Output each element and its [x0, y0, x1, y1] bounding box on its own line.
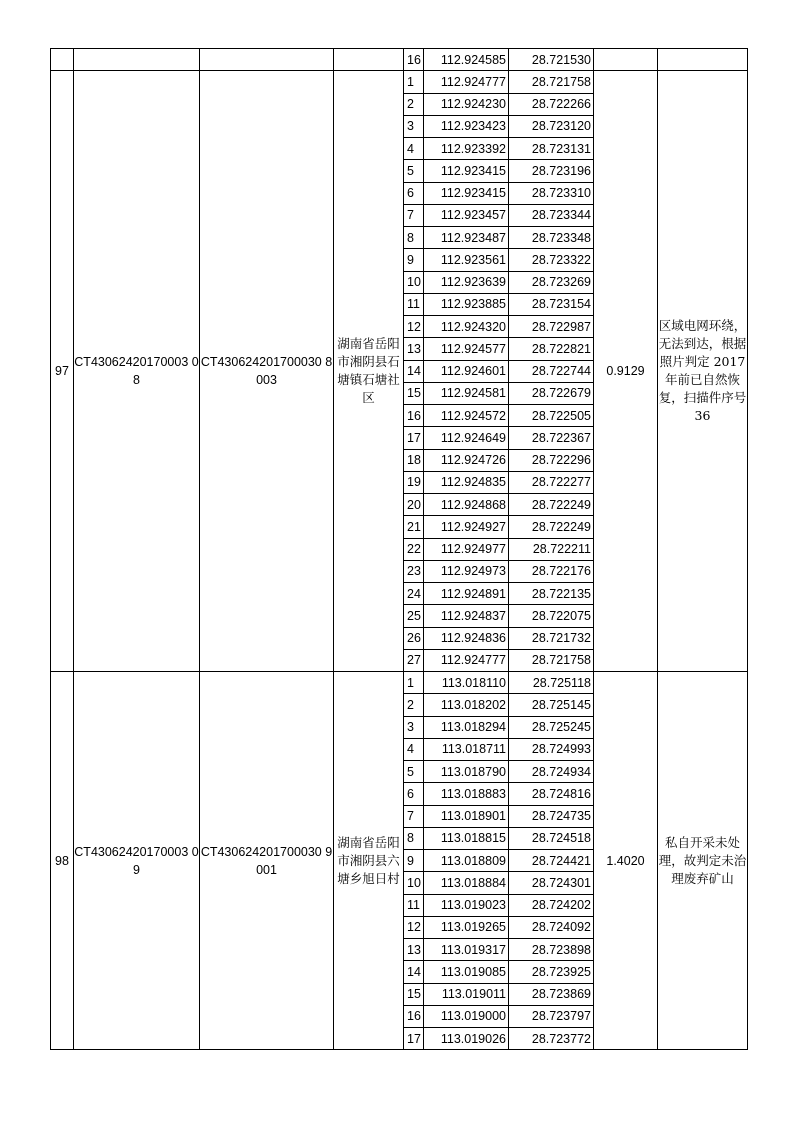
point-longitude: 112.923487: [424, 227, 509, 249]
point-seq: 14: [404, 360, 424, 382]
point-latitude: 28.722505: [509, 405, 594, 427]
record-remark: 区域电网环绕，无法到达，根据照片判定 2017 年前已自然恢复，扫描件序号 36: [658, 71, 748, 672]
point-seq: 2: [404, 93, 424, 115]
point-seq: 4: [404, 738, 424, 760]
record-number: 98: [51, 672, 74, 1050]
point-latitude: 28.724092: [509, 916, 594, 938]
point-longitude: 112.923392: [424, 138, 509, 160]
point-latitude: 28.724934: [509, 761, 594, 783]
point-longitude: 112.924836: [424, 627, 509, 649]
point-longitude: 112.924973: [424, 560, 509, 582]
point-latitude: 28.722211: [509, 538, 594, 560]
point-latitude: 28.724518: [509, 827, 594, 849]
point-longitude: 113.019085: [424, 961, 509, 983]
point-seq: 16: [404, 405, 424, 427]
mine-coordinate-table: [50, 48, 748, 1050]
point-seq: 12: [404, 916, 424, 938]
point-seq: 18: [404, 449, 424, 471]
point-seq: 3: [404, 115, 424, 137]
point-seq: 9: [404, 249, 424, 271]
point-seq: 17: [404, 1028, 424, 1050]
empty-cell: [51, 49, 74, 71]
point-latitude: 28.723154: [509, 293, 594, 315]
point-longitude: 112.923415: [424, 160, 509, 182]
point-longitude: 112.924837: [424, 605, 509, 627]
point-seq: 25: [404, 605, 424, 627]
record-code-1: CT43062420170003 09: [74, 672, 200, 1050]
point-longitude: 112.923639: [424, 271, 509, 293]
point-seq: 26: [404, 627, 424, 649]
record-remark: 私自开采未处理，故判定未治理废弃矿山: [658, 672, 748, 1050]
point-longitude: 113.019317: [424, 939, 509, 961]
empty-cell: [200, 49, 334, 71]
point-longitude: 113.018294: [424, 716, 509, 738]
point-seq: 27: [404, 649, 424, 671]
point-longitude: 112.924977: [424, 538, 509, 560]
point-seq: 14: [404, 961, 424, 983]
point-longitude: 112.924601: [424, 360, 509, 382]
point-seq: 4: [404, 138, 424, 160]
point-latitude: 28.722679: [509, 382, 594, 404]
point-seq: 19: [404, 471, 424, 493]
point-latitude: 28.721758: [509, 71, 594, 93]
point-latitude: 28.723131: [509, 138, 594, 160]
point-latitude: 28.721758: [509, 649, 594, 671]
point-longitude: 112.924868: [424, 494, 509, 516]
point-latitude: 28.722249: [509, 494, 594, 516]
point-seq: 11: [404, 293, 424, 315]
point-longitude: 112.924585: [424, 49, 509, 71]
point-longitude: 113.018901: [424, 805, 509, 827]
point-seq: 15: [404, 983, 424, 1005]
record-number: 97: [51, 71, 74, 672]
table-row: [51, 672, 748, 694]
point-latitude: 28.722277: [509, 471, 594, 493]
point-seq: 8: [404, 827, 424, 849]
point-seq: 16: [404, 49, 424, 71]
point-latitude: 28.722176: [509, 560, 594, 582]
point-seq: 5: [404, 761, 424, 783]
point-seq: 24: [404, 583, 424, 605]
point-longitude: 112.923457: [424, 204, 509, 226]
point-longitude: 112.924572: [424, 405, 509, 427]
point-latitude: 28.722987: [509, 316, 594, 338]
point-latitude: 28.723310: [509, 182, 594, 204]
point-latitude: 28.725145: [509, 694, 594, 716]
record-area: 0.9129: [594, 71, 658, 672]
empty-cell: [594, 49, 658, 71]
point-latitude: 28.723344: [509, 204, 594, 226]
point-latitude: 28.722367: [509, 427, 594, 449]
point-longitude: 112.924777: [424, 649, 509, 671]
point-longitude: 112.923561: [424, 249, 509, 271]
point-seq: 6: [404, 182, 424, 204]
point-latitude: 28.723898: [509, 939, 594, 961]
point-longitude: 113.018815: [424, 827, 509, 849]
record-code-2: CT430624201700030 9001: [200, 672, 334, 1050]
point-seq: 5: [404, 160, 424, 182]
point-longitude: 112.924230: [424, 93, 509, 115]
point-latitude: 28.722296: [509, 449, 594, 471]
point-longitude: 113.018809: [424, 850, 509, 872]
point-longitude: 112.924577: [424, 338, 509, 360]
point-latitude: 28.723269: [509, 271, 594, 293]
point-latitude: 28.724816: [509, 783, 594, 805]
table-row: [51, 71, 748, 93]
point-seq: 8: [404, 227, 424, 249]
point-latitude: 28.723322: [509, 249, 594, 271]
empty-cell: [334, 49, 404, 71]
point-longitude: 112.924320: [424, 316, 509, 338]
point-latitude: 28.723772: [509, 1028, 594, 1050]
record-code-1: CT43062420170003 08: [74, 71, 200, 672]
point-latitude: 28.724202: [509, 894, 594, 916]
point-seq: 1: [404, 71, 424, 93]
point-latitude: 28.723869: [509, 983, 594, 1005]
point-seq: 1: [404, 672, 424, 694]
point-longitude: 112.924581: [424, 382, 509, 404]
point-seq: 13: [404, 939, 424, 961]
point-longitude: 112.923415: [424, 182, 509, 204]
point-longitude: 113.018790: [424, 761, 509, 783]
point-seq: 16: [404, 1005, 424, 1027]
point-latitude: 28.721530: [509, 49, 594, 71]
point-latitude: 28.723348: [509, 227, 594, 249]
point-latitude: 28.723120: [509, 115, 594, 137]
point-longitude: 112.924927: [424, 516, 509, 538]
point-latitude: 28.725245: [509, 716, 594, 738]
point-longitude: 113.018711: [424, 738, 509, 760]
point-longitude: 113.019265: [424, 916, 509, 938]
point-latitude: 28.722249: [509, 516, 594, 538]
point-latitude: 28.724735: [509, 805, 594, 827]
point-seq: 6: [404, 783, 424, 805]
point-seq: 21: [404, 516, 424, 538]
point-seq: 9: [404, 850, 424, 872]
point-seq: 2: [404, 694, 424, 716]
point-latitude: 28.723797: [509, 1005, 594, 1027]
record-code-2: CT430624201700030 8003: [200, 71, 334, 672]
point-longitude: 112.923423: [424, 115, 509, 137]
point-longitude: 112.924726: [424, 449, 509, 471]
point-latitude: 28.725118: [509, 672, 594, 694]
empty-cell: [658, 49, 748, 71]
point-longitude: 113.018884: [424, 872, 509, 894]
point-seq: 7: [404, 805, 424, 827]
point-longitude: 112.924835: [424, 471, 509, 493]
empty-cell: [74, 49, 200, 71]
point-seq: 3: [404, 716, 424, 738]
point-latitude: 28.722135: [509, 583, 594, 605]
record-location: 湖南省岳阳市湘阴县六塘乡旭日村: [334, 672, 404, 1050]
point-seq: 12: [404, 316, 424, 338]
point-latitude: 28.722075: [509, 605, 594, 627]
table-row: [51, 49, 748, 71]
point-latitude: 28.724301: [509, 872, 594, 894]
point-seq: 11: [404, 894, 424, 916]
record-area: 1.4020: [594, 672, 658, 1050]
point-longitude: 112.924649: [424, 427, 509, 449]
point-latitude: 28.721732: [509, 627, 594, 649]
point-seq: 23: [404, 560, 424, 582]
point-longitude: 112.924777: [424, 71, 509, 93]
point-longitude: 113.019023: [424, 894, 509, 916]
point-longitude: 113.018110: [424, 672, 509, 694]
point-longitude: 113.018202: [424, 694, 509, 716]
point-seq: 15: [404, 382, 424, 404]
point-seq: 10: [404, 271, 424, 293]
point-seq: 22: [404, 538, 424, 560]
point-longitude: 113.018883: [424, 783, 509, 805]
point-latitude: 28.724993: [509, 738, 594, 760]
point-latitude: 28.722744: [509, 360, 594, 382]
point-longitude: 112.924891: [424, 583, 509, 605]
point-seq: 13: [404, 338, 424, 360]
point-latitude: 28.724421: [509, 850, 594, 872]
point-seq: 10: [404, 872, 424, 894]
point-latitude: 28.723196: [509, 160, 594, 182]
point-latitude: 28.722266: [509, 93, 594, 115]
point-seq: 20: [404, 494, 424, 516]
point-longitude: 113.019011: [424, 983, 509, 1005]
point-longitude: 113.019000: [424, 1005, 509, 1027]
record-location: 湖南省岳阳市湘阴县石塘镇石塘社区: [334, 71, 404, 672]
point-seq: 7: [404, 204, 424, 226]
table-body: [51, 49, 748, 1050]
point-longitude: 112.923885: [424, 293, 509, 315]
point-latitude: 28.722821: [509, 338, 594, 360]
point-seq: 17: [404, 427, 424, 449]
point-longitude: 113.019026: [424, 1028, 509, 1050]
point-latitude: 28.723925: [509, 961, 594, 983]
